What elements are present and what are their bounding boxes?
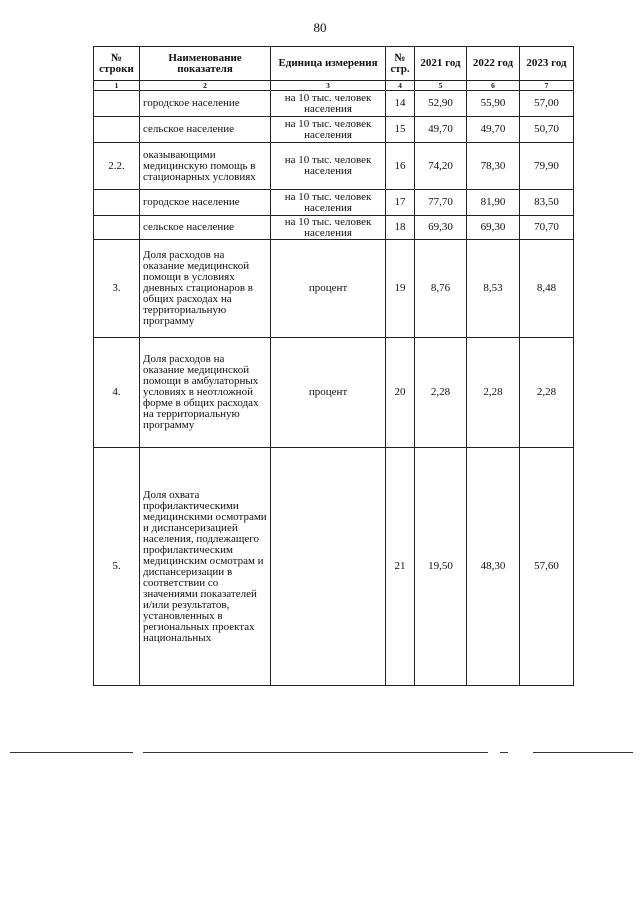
value-2022: 55,90	[467, 91, 520, 117]
page-ref: 14	[386, 91, 415, 117]
row-number: 2.2.	[94, 143, 140, 190]
indicators-table	[93, 46, 574, 686]
footer-rule	[143, 752, 488, 753]
unit: на 10 тыс. человек населения	[271, 143, 386, 190]
indicator-name: Доля расходов на оказание медицинской помощи в амбулаторных условиях в неотложной форме в общих расходах на территориальную программу	[140, 338, 271, 448]
row-number	[94, 216, 140, 240]
col-header-indicator: Наименование показателя	[140, 47, 271, 81]
table-row	[94, 143, 574, 190]
value-2022: 69,30	[467, 216, 520, 240]
footer-rule	[500, 752, 508, 753]
table-row	[94, 91, 574, 117]
column-index: 3	[271, 81, 386, 91]
page-ref: 16	[386, 143, 415, 190]
value-2023: 2,28	[520, 338, 574, 448]
column-index: 5	[415, 81, 467, 91]
unit: на 10 тыс. человек населения	[271, 216, 386, 240]
col-header-2022: 2022 год	[467, 47, 520, 81]
unit: на 10 тыс. человек населения	[271, 91, 386, 117]
value-2021: 52,90	[415, 91, 467, 117]
footer-rule	[10, 752, 133, 753]
table-row	[94, 190, 574, 216]
value-2021: 77,70	[415, 190, 467, 216]
footer-rule	[533, 752, 633, 753]
value-2022: 49,70	[467, 117, 520, 143]
column-index-row	[94, 81, 574, 91]
value-2023: 57,60	[520, 448, 574, 686]
page-ref: 18	[386, 216, 415, 240]
value-2022: 48,30	[467, 448, 520, 686]
value-2021: 49,70	[415, 117, 467, 143]
value-2022: 8,53	[467, 240, 520, 338]
indicator-name: городское население	[140, 91, 271, 117]
page-ref: 21	[386, 448, 415, 686]
value-2021: 8,76	[415, 240, 467, 338]
col-header-page: № стр.	[386, 47, 415, 81]
unit	[271, 448, 386, 686]
table-row	[94, 216, 574, 240]
page-ref: 19	[386, 240, 415, 338]
value-2021: 69,30	[415, 216, 467, 240]
value-2023: 57,00	[520, 91, 574, 117]
row-number	[94, 91, 140, 117]
indicator-name: сельское население	[140, 117, 271, 143]
unit: на 10 тыс. человек населения	[271, 190, 386, 216]
value-2023: 83,50	[520, 190, 574, 216]
value-2023: 79,90	[520, 143, 574, 190]
unit: на 10 тыс. человек населения	[271, 117, 386, 143]
indicator-name: Доля расходов на оказание медицинской помощи в условиях дневных стационаров в общих расходах на территориальную программу	[140, 240, 271, 338]
header-row	[94, 47, 574, 81]
col-header-2021: 2021 год	[415, 47, 467, 81]
row-number	[94, 190, 140, 216]
indicator-name: городское население	[140, 190, 271, 216]
table-row	[94, 448, 574, 686]
value-2022: 2,28	[467, 338, 520, 448]
column-index: 7	[520, 81, 574, 91]
col-header-row-number: № строки	[94, 47, 140, 81]
page-ref: 17	[386, 190, 415, 216]
row-number: 5.	[94, 448, 140, 686]
unit: процент	[271, 338, 386, 448]
value-2023: 50,70	[520, 117, 574, 143]
table-row	[94, 338, 574, 448]
table-row	[94, 117, 574, 143]
indicator-name: сельское население	[140, 216, 271, 240]
row-number: 3.	[94, 240, 140, 338]
value-2021: 2,28	[415, 338, 467, 448]
row-number: 4.	[94, 338, 140, 448]
column-index: 2	[140, 81, 271, 91]
indicator-name: оказывающими медицинскую помощь в стационарных условиях	[140, 143, 271, 190]
page-ref: 20	[386, 338, 415, 448]
value-2022: 78,30	[467, 143, 520, 190]
value-2021: 19,50	[415, 448, 467, 686]
column-index: 1	[94, 81, 140, 91]
col-header-unit: Единица измерения	[271, 47, 386, 81]
value-2023: 70,70	[520, 216, 574, 240]
column-index: 4	[386, 81, 415, 91]
value-2021: 74,20	[415, 143, 467, 190]
indicator-name: Доля охвата профилактическими медицинскими осмотрами и диспансеризацией населения, подлежащего профилактическим медицинским осмотрам и диспансеризации в соответствии со значениями показателей и/или результатов, установленных в региональных проектах национальных	[140, 448, 271, 686]
value-2023: 8,48	[520, 240, 574, 338]
page-ref: 15	[386, 117, 415, 143]
table-row	[94, 240, 574, 338]
col-header-2023: 2023 год	[520, 47, 574, 81]
row-number	[94, 117, 140, 143]
value-2022: 81,90	[467, 190, 520, 216]
unit: процент	[271, 240, 386, 338]
page-number: 80	[313, 20, 327, 35]
column-index: 6	[467, 81, 520, 91]
